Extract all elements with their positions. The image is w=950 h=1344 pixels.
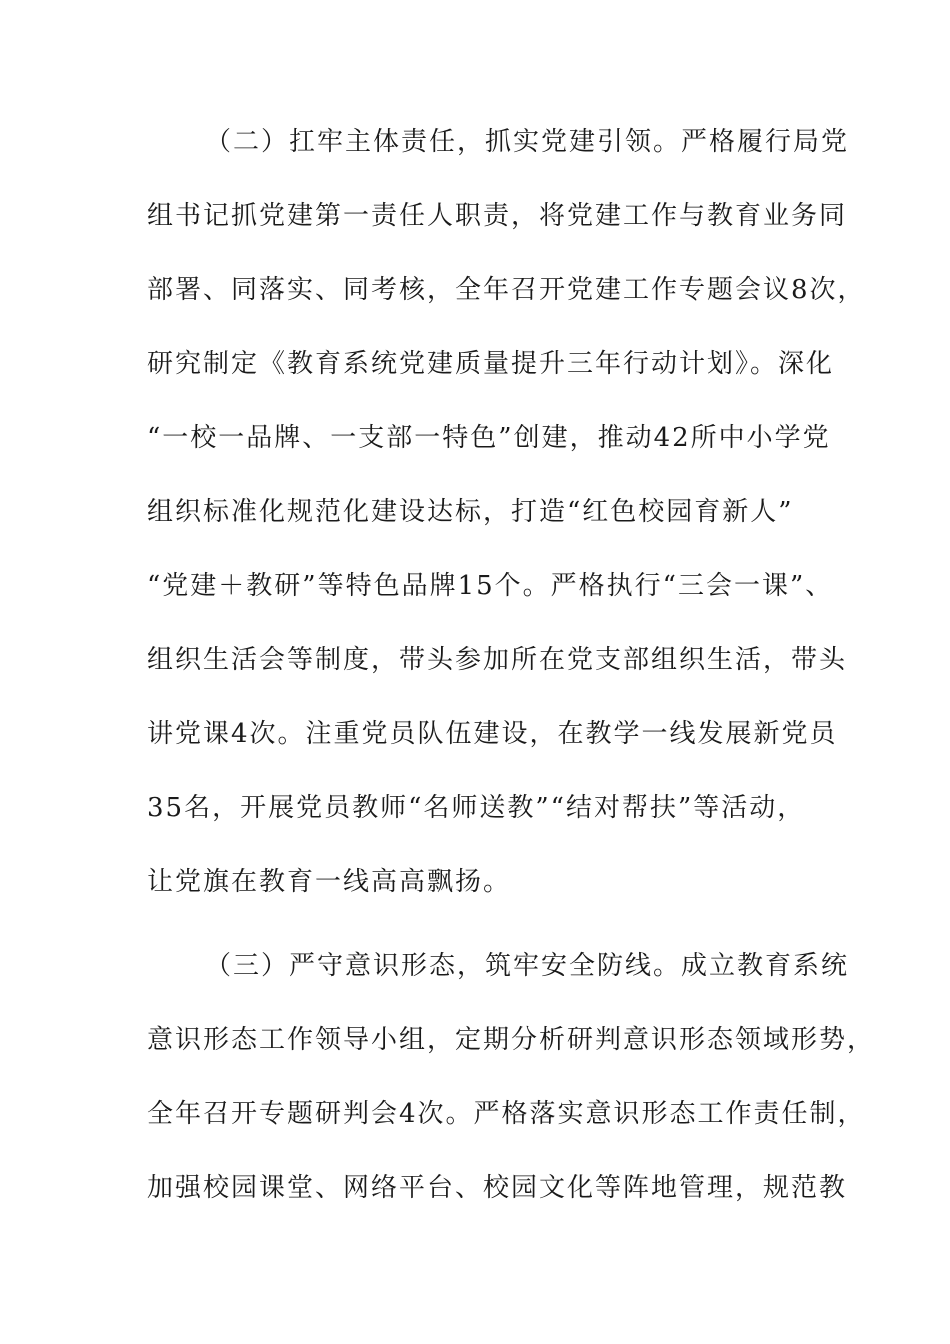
text-line: 意识形态工作领导小组，定期分析研判意识形态领域形势， <box>147 1025 876 1055</box>
paragraph-party-building <box>147 105 866 919</box>
text-line: 研究制定《教育系统党建质量提升三年行动计划》。深化 <box>147 349 835 379</box>
text-line: 组织生活会等制度，带头参加所在党支部组织生活，带头 <box>147 645 848 675</box>
text-line: 讲党课4次。注重党员队伍建设，在教学一线发展新党员 <box>147 719 838 749</box>
text-line: 让党旗在教育一线高高飘扬。 <box>147 867 512 897</box>
paragraph-first-line: （二）扛牢主体责任，抓实党建引领。严格履行局党 <box>205 127 850 157</box>
section-heading: （三）严守意识形态，筑牢安全防线。 <box>205 951 682 981</box>
text-line: 部署、同落实、同考核，全年召开党建工作专题会议8次， <box>147 275 866 305</box>
text-line: 35名，开展党员教师“名师送教”“结对帮扶”等活动， <box>147 793 806 823</box>
text-line: 加强校园课堂、网络平台、校园文化等阵地管理，规范教 <box>147 1173 848 1203</box>
paragraph-first-line: （三）严守意识形态，筑牢安全防线。成立教育系统 <box>205 951 850 981</box>
text-line: 组书记抓党建第一责任人职责，将党建工作与教育业务同 <box>147 201 848 231</box>
text-line: “党建＋教研”等特色品牌15个。严格执行“三会一课”、 <box>147 571 834 601</box>
text-line: 组织标准化规范化建设达标，打造“红色校园育新人” <box>147 497 794 527</box>
text-line: “一校一品牌、一支部一特色”创建，推动42所中小学党 <box>147 423 831 453</box>
text-line: 全年召开专题研判会4次。严格落实意识形态工作责任制， <box>147 1099 866 1129</box>
paragraph-ideology <box>147 929 876 1225</box>
section-heading: （二）扛牢主体责任，抓实党建引领。 <box>205 127 682 157</box>
